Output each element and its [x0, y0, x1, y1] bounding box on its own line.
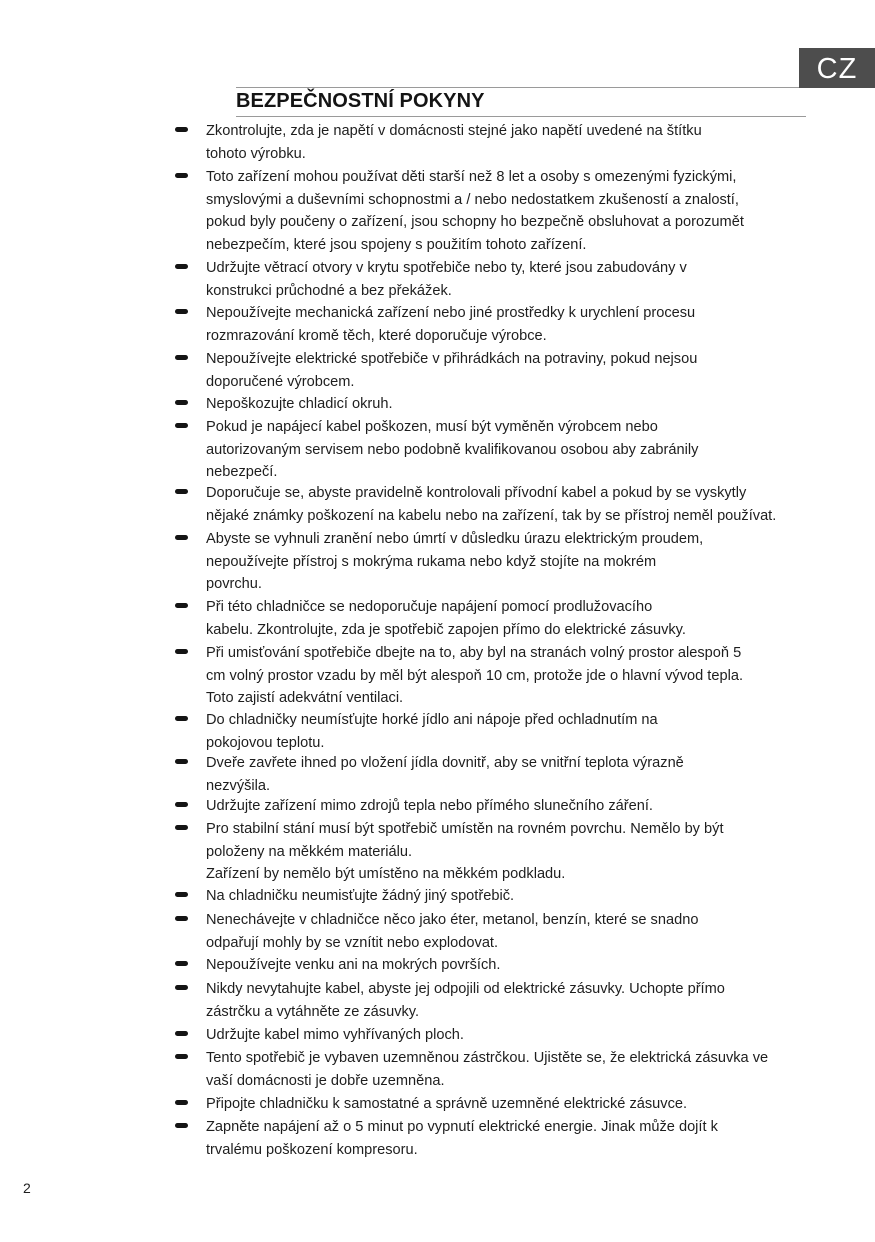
list-item-line: Na chladničku neumisťujte žádný jiný spotřebič.: [206, 888, 515, 904]
list-item: [175, 260, 815, 305]
bullet-icon: [175, 716, 188, 721]
header-rule-top: [236, 87, 799, 88]
bullet-icon: [175, 400, 188, 405]
bullet-icon: [175, 961, 188, 966]
list-item: [175, 1119, 815, 1164]
list-item-line: pokojovou teplotu.: [206, 734, 325, 751]
bullet-icon: [175, 309, 188, 314]
bullet-icon: [175, 355, 188, 360]
list-item: [175, 599, 815, 644]
list-item-line: konstrukci průchodné a bez překážek.: [206, 282, 452, 299]
bullet-icon: [175, 1123, 188, 1128]
bullet-icon: [175, 985, 188, 990]
list-item: [175, 169, 815, 259]
list-item-line: nebezpečí.: [206, 464, 278, 481]
list-item-line: Nikdy nevytahujte kabel, abyste jej odpojili od elektrické zásuvky. Uchopte přímo: [206, 981, 725, 997]
list-item-line: nezvýšila.: [206, 777, 271, 794]
list-item-line: Dveře zavřete ihned po vložení jídla dovnitř, aby se vnitřní teplota výrazně: [206, 755, 684, 771]
list-item: [175, 888, 815, 911]
list-item: [175, 305, 815, 350]
bullet-icon: [175, 1100, 188, 1105]
list-item-line: trvalému poškození kompresoru.: [206, 1141, 418, 1158]
list-item-line: Toto zařízení mohou používat děti starší než 8 let a osoby s omezenými fyzickými,: [206, 169, 737, 185]
list-item: [175, 957, 815, 980]
page-title: BEZPEČNOSTNÍ POKYNY: [236, 90, 485, 112]
list-item-line: Toto zajistí adekvátní ventilaci.: [206, 690, 404, 707]
language-tab: CZ: [799, 48, 875, 88]
list-item-line: autorizovaným servisem nebo podobně kvalifikovanou osobou aby zabránily: [206, 441, 699, 458]
list-item-line: pokud byly poučeny o zařízení, jsou schopny ho bezpečně obsluhovat a porozumět: [206, 214, 744, 231]
header-rule-bottom: [236, 116, 806, 117]
bullet-icon: [175, 649, 188, 654]
bullet-icon: [175, 173, 188, 178]
list-item-line: kabelu. Zkontrolujte, zda je spotřebič zapojen přímo do elektrické zásuvky.: [206, 621, 686, 638]
list-item-line: Udržujte kabel mimo vyhřívaných ploch.: [206, 1027, 464, 1043]
bullet-icon: [175, 759, 188, 764]
list-item-line: tohoto výrobku.: [206, 145, 306, 162]
list-item-line: Při umisťování spotřebiče dbejte na to, aby byl na stranách volný prostor alespoň 5: [206, 645, 742, 661]
list-item-line: Udržujte větrací otvory v krytu spotřebiče nebo ty, které jsou zabudovány v: [206, 260, 687, 276]
list-item-line: Udržujte zařízení mimo zdrojů tepla nebo přímého slunečního záření.: [206, 798, 653, 814]
list-item: [175, 123, 815, 168]
list-item-line: nepoužívejte přístroj s mokrýma rukama nebo když stojíte na mokrém: [206, 553, 657, 570]
list-item: [175, 485, 815, 530]
bullet-icon: [175, 825, 188, 830]
list-item-line: Tento spotřebič je vybaven uzemněnou zástrčkou. Ujistěte se, že elektrická zásuvka ve: [206, 1050, 769, 1066]
list-item-line: Nepoškozujte chladicí okruh.: [206, 396, 393, 412]
list-item: [175, 912, 815, 957]
list-item-line: nebezpečím, které jsou spojeny s použitím tohoto zařízení.: [206, 236, 587, 253]
list-item-line: Zkontrolujte, zda je napětí v domácnosti stejné jako napětí uvedené na štítku: [206, 123, 702, 139]
bullet-icon: [175, 603, 188, 608]
list-item-line: Připojte chladničku k samostatné a správně uzemněné elektrické zásuvce.: [206, 1096, 688, 1112]
list-item-line: Nepoužívejte elektrické spotřebiče v přihrádkách na potraviny, pokud nejsou: [206, 351, 698, 367]
list-item-line: Do chladničky neumísťujte horké jídlo ani nápoje před ochladnutím na: [206, 712, 658, 728]
list-item-line: smyslovými a duševními schopnostmi a / nebo nedostatkem zkušeností a znalostí,: [206, 191, 739, 208]
list-item-line: Doporučuje se, abyste pravidelně kontrolovali přívodní kabel a pokud by se vyskytly: [206, 485, 747, 501]
bullet-icon: [175, 535, 188, 540]
list-item-line: položeny na měkkém materiálu.: [206, 843, 413, 860]
list-item: [175, 645, 815, 713]
list-item-line: zástrčku a vytáhněte ze zásuvky.: [206, 1003, 420, 1020]
list-item-line: rozmrazování kromě těch, které doporučuje výrobce.: [206, 327, 547, 344]
list-item-line: nějaké známky poškození na kabelu nebo na zařízení, tak by se přístroj neměl používat.: [206, 507, 777, 524]
bullet-icon: [175, 127, 188, 132]
list-item-line: Zapněte napájení až o 5 minut po vypnutí elektrické energie. Jinak může dojít k: [206, 1119, 718, 1135]
list-item-line: doporučené výrobcem.: [206, 373, 355, 390]
list-item-line: Nenechávejte v chladničce něco jako éter, metanol, benzín, které se snadno: [206, 912, 699, 928]
list-item: [175, 531, 815, 599]
list-item: [175, 1050, 815, 1095]
list-item: [175, 981, 815, 1026]
list-item-line: povrchu.: [206, 576, 262, 593]
bullet-icon: [175, 423, 188, 428]
bullet-icon: [175, 802, 188, 807]
list-item-line: Nepoužívejte mechanická zařízení nebo jiné prostředky k urychlení procesu: [206, 305, 696, 321]
page-number: 2: [23, 1180, 31, 1196]
bullet-icon: [175, 916, 188, 921]
bullet-icon: [175, 489, 188, 494]
bullet-icon: [175, 264, 188, 269]
bullet-icon: [175, 892, 188, 897]
list-item-line: Abyste se vyhnuli zranění nebo úmrtí v důsledku úrazu elektrickým proudem,: [206, 531, 704, 547]
list-item: [175, 419, 815, 487]
list-item: [175, 712, 815, 757]
list-item-line: Nepoužívejte venku ani na mokrých površích.: [206, 957, 501, 973]
list-item: [175, 821, 815, 889]
list-item: [175, 755, 815, 800]
bullet-icon: [175, 1031, 188, 1036]
list-item-line: odpařují mohly by se vznítit nebo explodovat.: [206, 934, 499, 951]
list-item-line: Pokud je napájecí kabel poškozen, musí být vyměněn výrobcem nebo: [206, 419, 658, 435]
bullet-icon: [175, 1054, 188, 1059]
list-item-line: vaší domácnosti je dobře uzemněna.: [206, 1072, 445, 1089]
list-item-line: Při této chladničce se nedoporučuje napájení pomocí prodlužovacího: [206, 599, 653, 615]
list-item-line: Zařízení by nemělo být umístěno na měkkém podkladu.: [206, 866, 566, 883]
list-item-line: Pro stabilní stání musí být spotřebič umístěn na rovném povrchu. Nemělo by být: [206, 821, 724, 837]
list-item-line: cm volný prostor vzadu by měl být alespoň 10 cm, protože jde o hlavní vývod tepla.: [206, 667, 743, 684]
list-item: [175, 351, 815, 396]
